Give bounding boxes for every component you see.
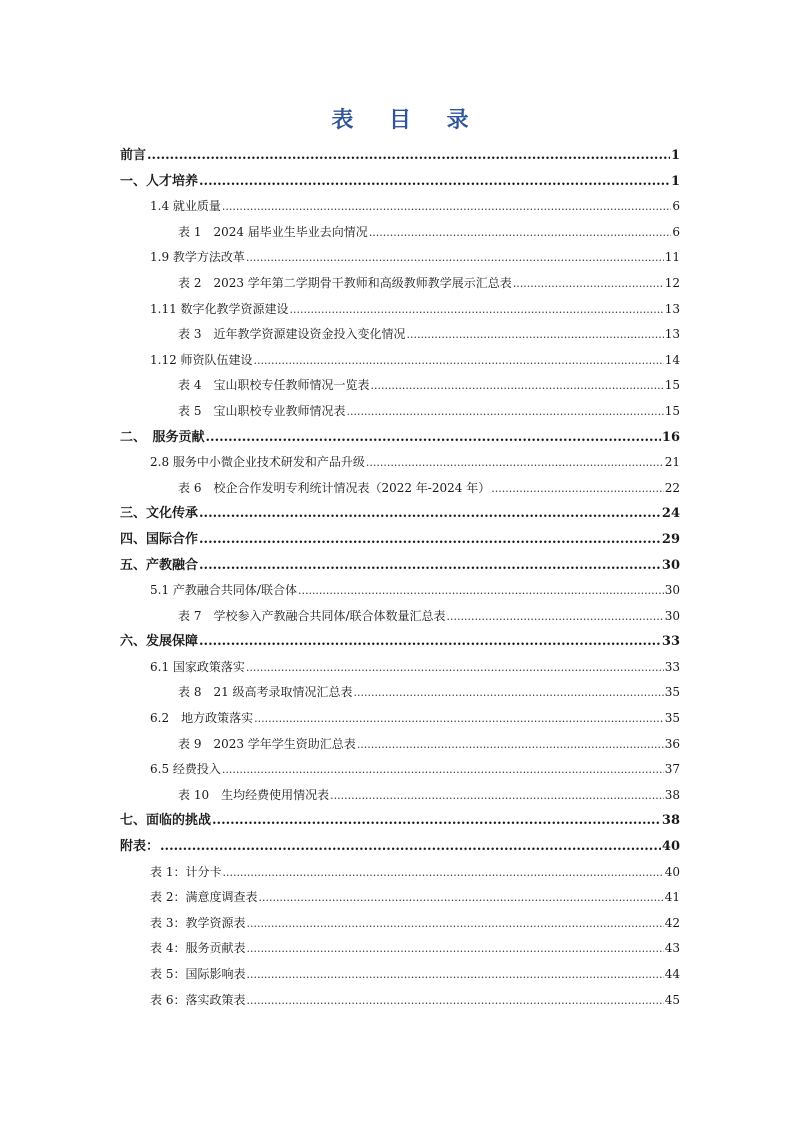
toc-dot-leader [246, 988, 663, 1014]
toc-entry[interactable] [120, 783, 680, 809]
toc-page-number: 43 [664, 941, 680, 956]
toc-dot-leader [290, 297, 664, 323]
toc-entry[interactable] [120, 322, 680, 348]
toc-entry[interactable] [120, 527, 680, 553]
toc-page-number: 22 [664, 480, 680, 495]
toc-page-number: 11 [664, 250, 680, 265]
toc-page-number: 41 [664, 890, 680, 905]
toc-page-number: 35 [664, 711, 680, 726]
toc-entry-label: 5.1 产教融合共同体/联合体 [150, 583, 297, 598]
toc-entry-label: 表 1 2024 届毕业生毕业去向情况 [178, 224, 368, 239]
toc-entry-label: 6.1 国家政策落实 [150, 659, 245, 674]
toc-entry[interactable] [120, 425, 680, 451]
toc-dot-leader [447, 604, 664, 630]
toc-entry-label: 1.9 教学方法改革 [150, 250, 245, 265]
toc-entry[interactable] [120, 245, 680, 271]
toc-entry-label: 6.2 地方政策落实 [150, 711, 254, 726]
page-title: 表 目 录 [331, 107, 483, 133]
toc-entry-label: 表 5 宝山职校专业教师情况表 [178, 403, 346, 418]
toc-dot-leader [246, 655, 664, 681]
toc-dot-leader [366, 450, 664, 476]
toc-page-number: 1 [670, 148, 680, 163]
toc-entry[interactable] [120, 808, 680, 834]
toc-dot-leader [254, 706, 664, 732]
toc-entry-label: 表 7 学校参入产教融合共同体/联合体数量汇总表 [178, 608, 446, 623]
toc-entry-label: 表 9 2023 学年学生资助汇总表 [178, 736, 356, 751]
toc-dot-leader [369, 220, 672, 246]
toc-dot-leader [199, 629, 661, 655]
toc-dot-leader [491, 476, 664, 502]
toc-entry[interactable] [120, 680, 680, 706]
toc-entry[interactable] [120, 911, 680, 937]
toc-page-number: 15 [664, 378, 680, 393]
toc-dot-leader [357, 732, 664, 758]
toc-dot-leader [246, 911, 663, 937]
toc-page-number: 29 [661, 531, 680, 547]
toc-entry[interactable] [120, 297, 680, 323]
toc-entry[interactable] [120, 655, 680, 681]
toc-entry-label: 表 1：计分卡 [150, 864, 222, 879]
toc-page-number: 40 [661, 839, 680, 855]
toc-dot-leader [199, 169, 670, 195]
toc-entry[interactable] [120, 885, 680, 911]
toc-dot-leader [160, 834, 661, 860]
toc-entry[interactable] [120, 936, 680, 962]
toc-entry-label: 三、文化传承 [120, 506, 199, 522]
toc-entry[interactable] [120, 271, 680, 297]
toc-entry[interactable] [120, 732, 680, 758]
toc-dot-leader [354, 680, 664, 706]
toc-entry[interactable] [120, 476, 680, 502]
toc-entry-label: 表 3：教学资源表 [150, 915, 246, 930]
toc-entry[interactable] [120, 988, 680, 1014]
toc-dot-leader [406, 322, 663, 348]
toc-page-number: 16 [661, 429, 680, 445]
toc-entry-label: 6.5 经费投入 [150, 762, 221, 777]
toc-entry-label: 1.4 就业质量 [150, 199, 221, 214]
toc-entry-label: 表 4 宝山职校专任教师情况一览表 [178, 378, 370, 393]
toc-page-number: 13 [664, 327, 680, 342]
toc-page-number: 33 [661, 634, 680, 650]
toc-page-number: 6 [672, 199, 680, 214]
toc-entry[interactable] [120, 450, 680, 476]
toc-entry-label: 一、人才培养 [120, 173, 199, 189]
toc-dot-leader [298, 578, 664, 604]
toc-entry[interactable] [120, 757, 680, 783]
toc-page-number: 21 [664, 455, 680, 470]
toc-page-number: 37 [664, 762, 680, 777]
toc-dot-leader [147, 143, 670, 169]
toc-entry[interactable] [120, 194, 680, 220]
toc-entry-label: 五、产教融合 [120, 557, 199, 573]
toc-page-number: 1 [670, 173, 680, 189]
toc-entry-label: 六、发展保障 [120, 634, 199, 650]
toc-entry[interactable] [120, 578, 680, 604]
toc-dot-leader [513, 271, 664, 297]
toc-entry[interactable] [120, 604, 680, 630]
toc-entry[interactable] [120, 373, 680, 399]
toc-page-number: 36 [664, 736, 680, 751]
toc-entry-label: 表 5：国际影响表 [150, 967, 246, 981]
toc-dot-leader [330, 783, 664, 809]
toc-dot-leader [346, 399, 663, 425]
toc-entry-label: 2.8 服务中小微企业技术研发和产品升级 [150, 455, 365, 470]
toc-entry-label: 表 2 2023 学年第二学期骨干教师和高级教师教学展示汇总表 [178, 275, 512, 290]
toc-page-number: 15 [664, 403, 680, 418]
toc-page-number: 35 [664, 685, 680, 700]
toc-page-number: 30 [661, 557, 680, 573]
toc-page-number: 30 [664, 608, 680, 623]
toc-dot-leader [206, 425, 661, 451]
toc-entry-label: 表 6 校企合作发明专利统计情况表（2022 年-2024 年） [178, 480, 491, 495]
toc-dot-leader [199, 527, 661, 553]
toc-page-number: 44 [664, 967, 680, 981]
toc-page-number: 45 [664, 992, 680, 1007]
toc-entry-label: 表 2：满意度调查表 [150, 890, 258, 905]
toc-page-number: 13 [664, 301, 680, 316]
toc-page-number: 38 [661, 813, 680, 829]
toc-entry[interactable] [120, 860, 680, 886]
toc-dot-leader [199, 553, 661, 579]
toc-entry[interactable] [120, 706, 680, 732]
toc-dot-leader [246, 936, 663, 962]
toc-page-number: 24 [661, 506, 680, 522]
toc-page-number: 12 [664, 275, 680, 290]
toc-entry-label: 表 8 21 级高考录取情况汇总表 [178, 685, 353, 700]
toc-entry-label: 表 10 生均经费使用情况表 [178, 787, 330, 802]
toc-dot-leader [199, 501, 661, 527]
toc-page-number: 40 [664, 864, 680, 879]
toc-dot-leader [212, 808, 661, 834]
toc-page-number: 33 [664, 659, 680, 674]
toc-entry[interactable] [120, 169, 680, 195]
toc-entry[interactable] [120, 962, 680, 988]
toc-dot-leader [246, 245, 664, 271]
toc-page-number: 42 [664, 915, 680, 930]
toc-entry-label: 四、国际合作 [120, 531, 199, 547]
toc-entry[interactable] [120, 220, 680, 246]
toc-dot-leader [254, 348, 664, 374]
toc-entry[interactable] [120, 348, 680, 374]
toc-page-number: 6 [672, 224, 680, 239]
toc-dot-leader [370, 373, 663, 399]
toc-page-number: 30 [664, 583, 680, 598]
toc-entry-label: 前言 [120, 148, 147, 163]
toc-dot-leader [222, 757, 664, 783]
toc-entry-label: 1.12 师资队伍建设 [150, 352, 253, 367]
toc-entry-label: 七、面临的挑战 [120, 813, 212, 829]
toc-page-number: 38 [664, 787, 680, 802]
toc-entry-label: 1.11 数字化教学资源建设 [150, 301, 289, 316]
toc-entry[interactable] [120, 399, 680, 425]
toc-entry[interactable] [120, 501, 680, 527]
toc-entry-label: 附表： [120, 839, 160, 855]
toc-entry[interactable] [120, 143, 680, 169]
toc-dot-leader [258, 885, 663, 911]
toc-dot-leader [246, 962, 663, 988]
toc-entry-label: 二、 服务贡献 [120, 429, 205, 445]
toc-dot-leader [222, 860, 663, 886]
table-of-contents [120, 143, 680, 1013]
toc-entry[interactable] [120, 553, 680, 579]
toc-entry-label: 表 3 近年教学资源建设资金投入变化情况 [178, 327, 406, 342]
toc-entry-label: 表 6：落实政策表 [150, 992, 246, 1007]
toc-entry[interactable] [120, 629, 680, 655]
toc-entry[interactable] [120, 834, 680, 860]
toc-entry-label: 表 4：服务贡献表 [150, 941, 246, 956]
toc-page-number: 14 [664, 352, 680, 367]
toc-dot-leader [222, 194, 671, 220]
